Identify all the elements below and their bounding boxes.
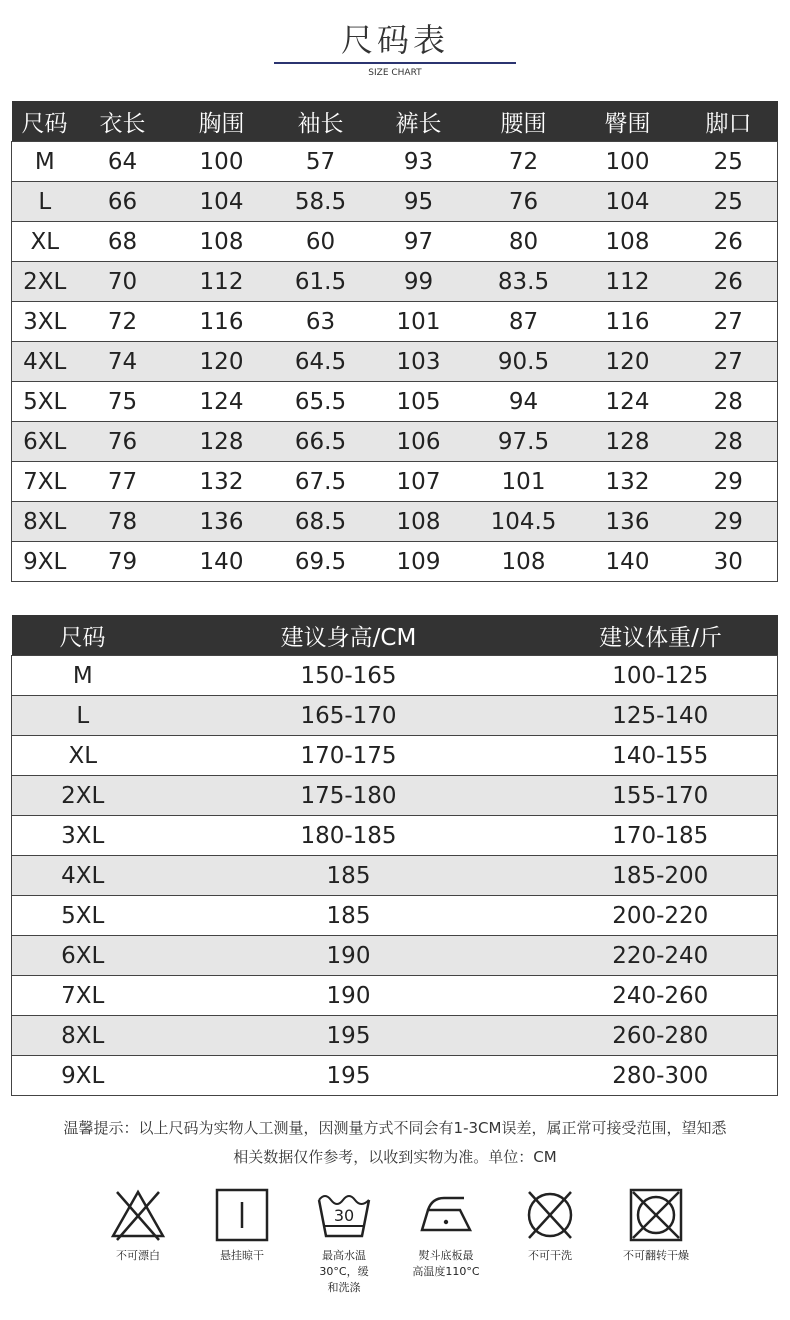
- tip-line-2: 相关数据仅作参考，以收到实物为准。单位：CM: [233, 1148, 557, 1166]
- care-item-no-bleach: [88, 1186, 188, 1264]
- table-cell: 140: [576, 542, 680, 582]
- table-cell: 136: [168, 502, 276, 542]
- table-cell: 99: [366, 262, 472, 302]
- table-cell: 180-185: [154, 816, 544, 856]
- table-cell: 128: [168, 422, 276, 462]
- table-cell: 112: [576, 262, 680, 302]
- table-cell: 75: [78, 382, 168, 422]
- table-cell: 104: [168, 182, 276, 222]
- table-cell: 150-165: [154, 656, 544, 696]
- table-row: [12, 776, 778, 816]
- table-cell: 87: [472, 302, 576, 342]
- table-cell: 83.5: [472, 262, 576, 302]
- table-cell: 76: [78, 422, 168, 462]
- table-cell: 106: [366, 422, 472, 462]
- table-cell: 6XL: [12, 422, 78, 462]
- table-row: [12, 976, 778, 1016]
- care-item-no-tumble-dry: [606, 1186, 706, 1264]
- table-cell: 72: [472, 142, 576, 182]
- table-cell: 104.5: [472, 502, 576, 542]
- table-cell: 4XL: [12, 856, 154, 896]
- column-header: 袖长: [276, 101, 366, 142]
- table-cell: 27: [680, 302, 778, 342]
- table-row: [12, 262, 778, 302]
- table-cell: XL: [12, 736, 154, 776]
- table-cell: 100-125: [544, 656, 778, 696]
- table-cell: 136: [576, 502, 680, 542]
- table-cell: 25: [680, 182, 778, 222]
- wash-30-icon: [315, 1186, 373, 1244]
- table-cell: M: [12, 142, 78, 182]
- table-cell: 220-240: [544, 936, 778, 976]
- table-cell: 109: [366, 542, 472, 582]
- table-cell: 195: [154, 1056, 544, 1096]
- table-cell: 185-200: [544, 856, 778, 896]
- table-cell: 66: [78, 182, 168, 222]
- no-dry-clean-icon: [521, 1186, 579, 1244]
- table-cell: 68.5: [276, 502, 366, 542]
- table-cell: 140-155: [544, 736, 778, 776]
- table-cell: 101: [472, 462, 576, 502]
- table-cell: 60: [276, 222, 366, 262]
- care-item-iron: [396, 1186, 496, 1280]
- table-row: [12, 222, 778, 262]
- recommend-table: [11, 615, 778, 1096]
- table-cell: 104: [576, 182, 680, 222]
- care-item-hang-dry: [192, 1186, 292, 1264]
- table-cell: 190: [154, 936, 544, 976]
- table-cell: 9XL: [12, 542, 78, 582]
- table-row: [12, 856, 778, 896]
- tip-note: [0, 1114, 790, 1172]
- table-cell: 90.5: [472, 342, 576, 382]
- table-cell: 107: [366, 462, 472, 502]
- table-cell: 69.5: [276, 542, 366, 582]
- table-cell: XL: [12, 222, 78, 262]
- table-cell: 63: [276, 302, 366, 342]
- care-label: 最高水温 30°C，缓 和洗涤: [319, 1249, 369, 1294]
- table-cell: 101: [366, 302, 472, 342]
- table-cell: 68: [78, 222, 168, 262]
- page-title: 尺码表: [340, 21, 449, 59]
- table-row: [12, 656, 778, 696]
- table-cell: 8XL: [12, 1016, 154, 1056]
- table-cell: 66.5: [276, 422, 366, 462]
- table-cell: 128: [576, 422, 680, 462]
- table-cell: 78: [78, 502, 168, 542]
- size-table-header: [12, 101, 778, 142]
- table-cell: 125-140: [544, 696, 778, 736]
- care-item-no-dry-clean: [500, 1186, 600, 1264]
- table-cell: 170-185: [544, 816, 778, 856]
- table-cell: 67.5: [276, 462, 366, 502]
- size-table: [11, 101, 778, 582]
- column-header: 胸围: [168, 101, 276, 142]
- table-cell: 5XL: [12, 382, 78, 422]
- table-row: [12, 816, 778, 856]
- iron-110-icon: [414, 1186, 478, 1244]
- care-label: 不可干洗: [528, 1249, 572, 1262]
- table-cell: 28: [680, 422, 778, 462]
- table-cell: L: [12, 182, 78, 222]
- table-cell: 100: [576, 142, 680, 182]
- column-header: 臀围: [576, 101, 680, 142]
- table-cell: 61.5: [276, 262, 366, 302]
- table-cell: 94: [472, 382, 576, 422]
- table-row: [12, 896, 778, 936]
- table-cell: 132: [168, 462, 276, 502]
- table-cell: 132: [576, 462, 680, 502]
- table-row: [12, 936, 778, 976]
- table-cell: 8XL: [12, 502, 78, 542]
- table-cell: 27: [680, 342, 778, 382]
- title-block: [0, 18, 790, 62]
- table-row: [12, 462, 778, 502]
- table-cell: 72: [78, 302, 168, 342]
- column-header: 脚口: [680, 101, 778, 142]
- table-row: [12, 422, 778, 462]
- table-cell: 7XL: [12, 462, 78, 502]
- no-tumble-dry-icon: [627, 1186, 685, 1244]
- column-header: 裤长: [366, 101, 472, 142]
- hang-dry-icon: [213, 1186, 271, 1244]
- table-row: [12, 382, 778, 422]
- table-cell: 93: [366, 142, 472, 182]
- table-cell: 140: [168, 542, 276, 582]
- table-cell: 280-300: [544, 1056, 778, 1096]
- column-header: 衣长: [78, 101, 168, 142]
- table-cell: 58.5: [276, 182, 366, 222]
- table-cell: 30: [680, 542, 778, 582]
- table-cell: 64: [78, 142, 168, 182]
- table-cell: 100: [168, 142, 276, 182]
- table-cell: 26: [680, 262, 778, 302]
- table-cell: 170-175: [154, 736, 544, 776]
- table-cell: 116: [168, 302, 276, 342]
- table-cell: 76: [472, 182, 576, 222]
- table-cell: 29: [680, 502, 778, 542]
- table-cell: 195: [154, 1016, 544, 1056]
- table-cell: 95: [366, 182, 472, 222]
- table-cell: 7XL: [12, 976, 154, 1016]
- table-cell: 120: [168, 342, 276, 382]
- table-row: [12, 302, 778, 342]
- table-cell: 108: [472, 542, 576, 582]
- table-cell: 200-220: [544, 896, 778, 936]
- table-row: [12, 1016, 778, 1056]
- table-cell: 6XL: [12, 936, 154, 976]
- table-row: [12, 736, 778, 776]
- table-cell: 175-180: [154, 776, 544, 816]
- column-header: 腰围: [472, 101, 576, 142]
- table-cell: 108: [168, 222, 276, 262]
- table-cell: 65.5: [276, 382, 366, 422]
- table-cell: 2XL: [12, 776, 154, 816]
- table-cell: 70: [78, 262, 168, 302]
- care-item-wash-30: [294, 1186, 394, 1296]
- table-row: [12, 542, 778, 582]
- care-label: 熨斗底板最 高温度110°C: [412, 1249, 480, 1278]
- table-cell: 77: [78, 462, 168, 502]
- table-cell: 124: [168, 382, 276, 422]
- table-cell: 57: [276, 142, 366, 182]
- care-label: 不可翻转干燥: [623, 1249, 689, 1262]
- care-label: 不可漂白: [116, 1249, 160, 1262]
- table-cell: L: [12, 696, 154, 736]
- table-cell: 260-280: [544, 1016, 778, 1056]
- table-cell: 3XL: [12, 816, 154, 856]
- column-header: 建议体重/斤: [544, 615, 778, 656]
- column-header: 尺码: [12, 615, 154, 656]
- table-cell: 4XL: [12, 342, 78, 382]
- no-bleach-icon: [109, 1186, 167, 1244]
- table-cell: 165-170: [154, 696, 544, 736]
- table-cell: 108: [576, 222, 680, 262]
- table-cell: 26: [680, 222, 778, 262]
- table-cell: 25: [680, 142, 778, 182]
- table-cell: 124: [576, 382, 680, 422]
- table-row: [12, 342, 778, 382]
- table-cell: 5XL: [12, 896, 154, 936]
- recommend-table-header: [12, 615, 778, 656]
- table-cell: 185: [154, 856, 544, 896]
- table-cell: 112: [168, 262, 276, 302]
- table-row: [12, 142, 778, 182]
- table-cell: 185: [154, 896, 544, 936]
- table-cell: 28: [680, 382, 778, 422]
- table-cell: 155-170: [544, 776, 778, 816]
- table-cell: 29: [680, 462, 778, 502]
- title-underline: [274, 62, 516, 64]
- table-cell: 74: [78, 342, 168, 382]
- table-cell: 97.5: [472, 422, 576, 462]
- table-row: [12, 1056, 778, 1096]
- care-label: 悬挂晾干: [220, 1249, 264, 1262]
- care-symbols: [88, 1186, 718, 1306]
- page-subtitle: SIZE CHART: [368, 68, 422, 78]
- table-cell: 103: [366, 342, 472, 382]
- table-cell: 116: [576, 302, 680, 342]
- table-cell: 97: [366, 222, 472, 262]
- size-table-body: [12, 142, 778, 582]
- table-cell: 80: [472, 222, 576, 262]
- table-cell: 105: [366, 382, 472, 422]
- table-cell: 9XL: [12, 1056, 154, 1096]
- table-row: [12, 502, 778, 542]
- tip-line-1: 温馨提示：以上尺码为实物人工测量，因测量方式不同会有1-3CM误差，属正常可接受范围，望知悉: [63, 1119, 727, 1137]
- table-cell: 190: [154, 976, 544, 1016]
- table-cell: M: [12, 656, 154, 696]
- column-header: 尺码: [12, 101, 78, 142]
- table-cell: 108: [366, 502, 472, 542]
- table-cell: 79: [78, 542, 168, 582]
- table-cell: 120: [576, 342, 680, 382]
- table-cell: 2XL: [12, 262, 78, 302]
- table-cell: 3XL: [12, 302, 78, 342]
- recommend-table-body: [12, 656, 778, 1096]
- column-header: 建议身高/CM: [154, 615, 544, 656]
- table-row: [12, 182, 778, 222]
- table-row: [12, 696, 778, 736]
- table-cell: 64.5: [276, 342, 366, 382]
- wash-temperature: 30: [333, 1206, 355, 1225]
- table-cell: 240-260: [544, 976, 778, 1016]
